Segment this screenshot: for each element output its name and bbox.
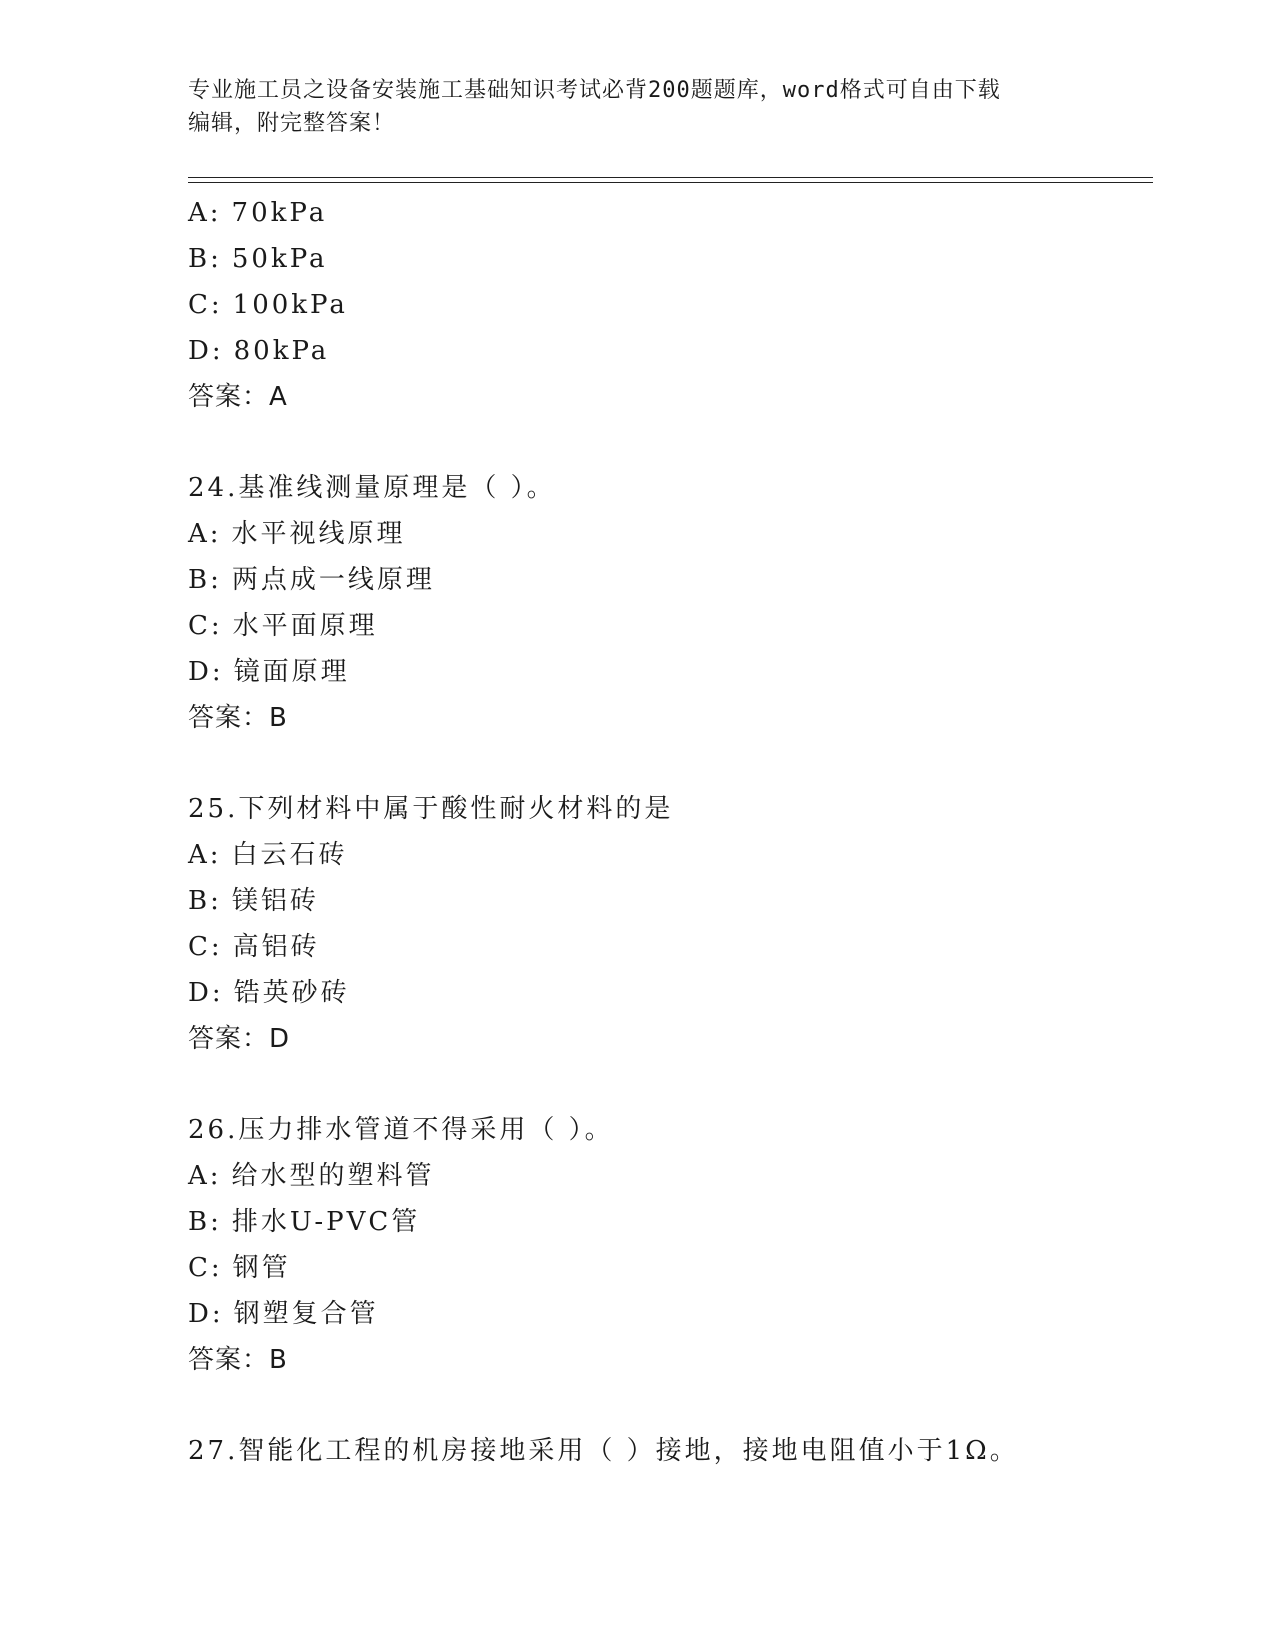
option-text: 锆英砂砖 <box>233 978 350 1008</box>
option-b <box>188 878 1153 924</box>
option-text: 钢管 <box>232 1253 291 1283</box>
option-text: 100kPa <box>232 290 348 320</box>
option-d <box>188 649 1153 695</box>
option-text: 排水U-PVC管 <box>231 1207 421 1237</box>
spacer <box>188 1062 1153 1107</box>
question-23 <box>188 190 1153 420</box>
option-text: 镁铝砖 <box>231 886 319 916</box>
option-text: 80kPa <box>233 336 330 366</box>
option-a <box>188 1153 1153 1199</box>
option-text: 镜面原理 <box>233 657 350 687</box>
option-prefix: C: <box>188 611 223 641</box>
option-text: 70kPa <box>231 198 328 228</box>
option-prefix: A: <box>188 519 222 549</box>
answer-line: 答案：D <box>188 1024 291 1054</box>
header-line-2: 编辑，附完整答案！ <box>188 111 396 136</box>
option-prefix: B: <box>188 1207 222 1237</box>
option-prefix: A: <box>188 198 222 228</box>
answer-line: 答案：B <box>188 703 288 733</box>
option-c <box>188 924 1153 970</box>
option-text: 水平面原理 <box>232 611 378 641</box>
option-text: 高铝砖 <box>232 932 320 962</box>
option-prefix: D: <box>188 336 224 366</box>
spacer <box>188 420 1153 465</box>
option-prefix: D: <box>188 1299 224 1329</box>
option-prefix: A: <box>188 840 222 870</box>
answer-line: 答案：A <box>188 382 288 412</box>
question-title: 26.压力排水管道不得采用（ ）。 <box>188 1115 614 1145</box>
question-title: 25.下列材料中属于酸性耐火材料的是 <box>188 794 674 824</box>
option-b <box>188 557 1153 603</box>
option-prefix: C: <box>188 932 223 962</box>
option-b <box>188 1199 1153 1245</box>
question-24 <box>188 465 1153 741</box>
option-c <box>188 1245 1153 1291</box>
answer-line: 答案：B <box>188 1345 288 1375</box>
option-prefix: C: <box>188 290 223 320</box>
question-title: 24.基准线测量原理是（ ）。 <box>188 473 556 503</box>
question-25 <box>188 786 1153 1062</box>
spacer <box>188 741 1153 786</box>
header-divider-top <box>188 177 1153 178</box>
option-text: 白云石砖 <box>231 840 348 870</box>
option-a <box>188 190 1153 236</box>
option-prefix: A: <box>188 1161 222 1191</box>
option-c <box>188 282 1153 328</box>
option-b <box>188 236 1153 282</box>
option-a <box>188 511 1153 557</box>
option-prefix: D: <box>188 657 224 687</box>
spacer <box>188 1383 1153 1428</box>
option-d <box>188 328 1153 374</box>
question-27 <box>188 1428 1153 1474</box>
option-prefix: C: <box>188 1253 223 1283</box>
option-prefix: D: <box>188 978 224 1008</box>
option-text: 钢塑复合管 <box>233 1299 379 1329</box>
option-text: 给水型的塑料管 <box>231 1161 435 1191</box>
document-header <box>188 74 1088 140</box>
header-line-1: 专业施工员之设备安装施工基础知识考试必背200题题库，word格式可自由下载 <box>188 78 1001 103</box>
question-list <box>188 190 1153 1474</box>
option-a <box>188 832 1153 878</box>
option-prefix: B: <box>188 886 222 916</box>
option-c <box>188 603 1153 649</box>
option-text: 50kPa <box>231 244 328 274</box>
question-title: 27.智能化工程的机房接地采用（ ）接地，接地电阻值小于1Ω。 <box>188 1436 1019 1466</box>
option-d <box>188 1291 1153 1337</box>
option-prefix: B: <box>188 565 222 595</box>
option-d <box>188 970 1153 1016</box>
header-divider-bottom <box>188 182 1153 183</box>
option-text: 水平视线原理 <box>231 519 406 549</box>
option-text: 两点成一线原理 <box>231 565 435 595</box>
option-prefix: B: <box>188 244 222 274</box>
question-26 <box>188 1107 1153 1383</box>
